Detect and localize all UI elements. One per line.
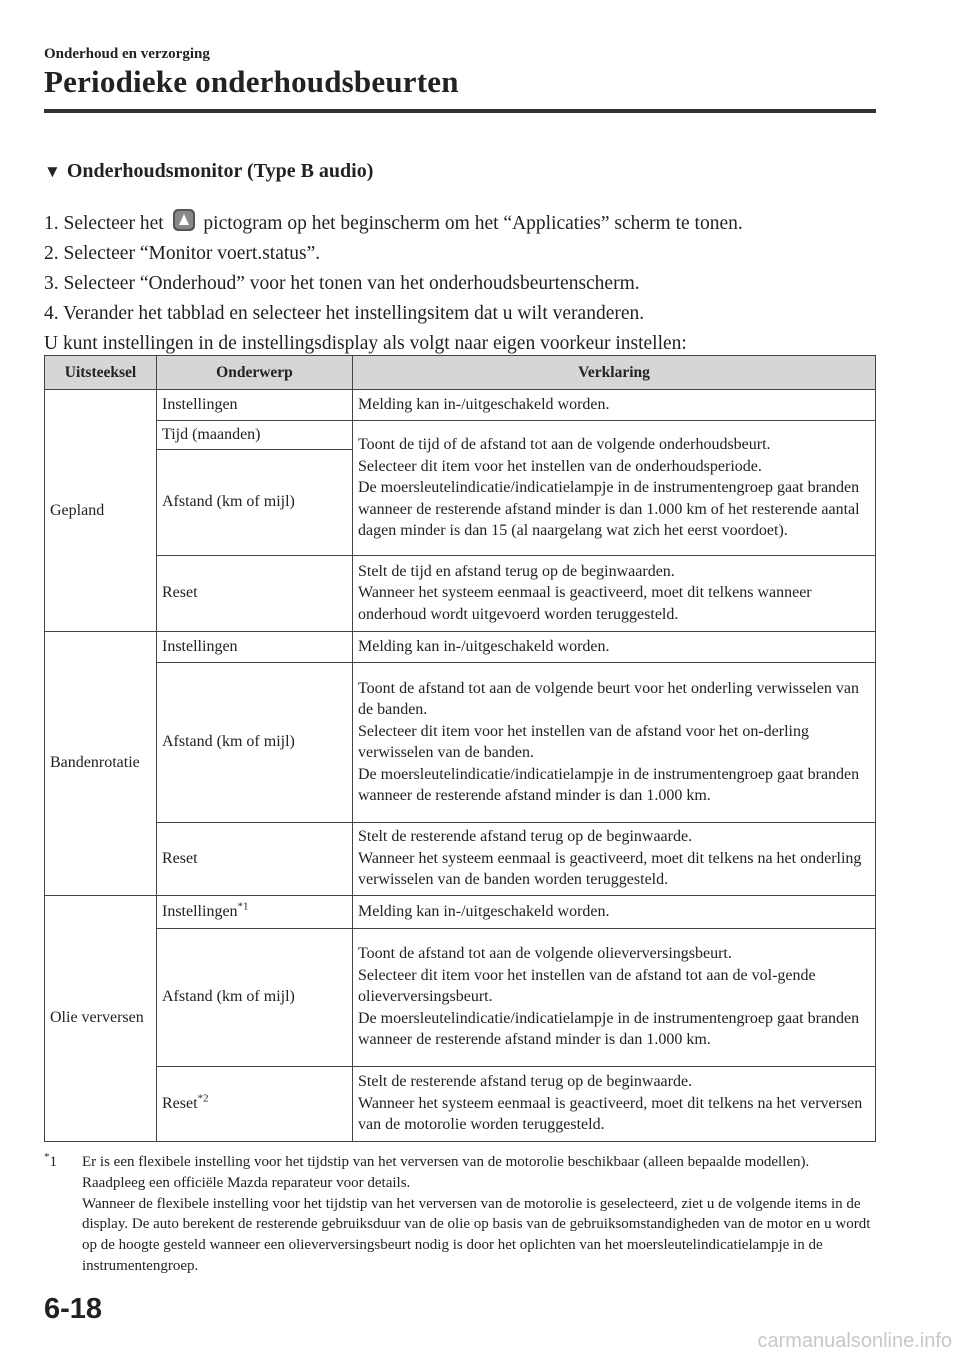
table-row: [45, 662, 876, 822]
table-row: [45, 390, 876, 421]
table-row: [45, 928, 876, 1066]
category-gepland: Gepland: [45, 390, 157, 632]
topic-text: Reset: [162, 1094, 198, 1112]
footnote-marker: [44, 1152, 82, 1173]
instruction-steps: [44, 207, 884, 359]
category-olie-verversen: Olie verversen: [45, 895, 157, 1141]
table-row: [45, 421, 876, 450]
page-title: Periodieke onderhoudsbeurten: [44, 64, 459, 99]
topic-cell: Afstand (km of mijl): [157, 928, 353, 1066]
footnote-text: Er is een flexibele instelling voor het tijdstip van het verversen van de motorolie beschikbaar (alleen bepaalde modellen). Raadpleeg een officiële Mazda reparateur voor details.: [82, 1154, 810, 1191]
topic-cell: Tijd (maanden): [157, 421, 353, 450]
topic-cell: Instellingen: [157, 390, 353, 421]
explanation-cell: Toont de tijd of de afstand tot aan de volgende onderhoudsbeurt. Selecteer dit item voor het instellen van de onderhoudsperiode. De moersleutelindicatie/indicatielampje in de instrumentengroep gaat branden wanneer de resterende afstand minder is dan 1.000 km of het resterende aantal dagen minder is dan 15 (al naargelang wat zich het eerst voordoet).: [353, 421, 876, 556]
page-number: 6-18: [44, 1293, 103, 1325]
topic-text: Instellingen: [162, 902, 238, 920]
section-label: Onderhoud en verzorging: [44, 46, 210, 62]
step-1: [44, 207, 884, 239]
step-4: 4. Verander het tabblad en selecteer het instellingsitem dat u wilt veranderen.: [44, 303, 645, 324]
explanation-cell: Stelt de tijd en afstand terug op de beginwaarden. Wanneer het systeem eenmaal is geactiveerd, moet dit telkens wanneer onderhoud wordt uitgevoerd worden teruggesteld.: [353, 555, 876, 631]
step-3: 3. Selecteer “Onderhoud” voor het tonen van het onderhoudsbeurtenscherm.: [44, 273, 640, 294]
table-row: [45, 822, 876, 895]
table-row: [45, 1066, 876, 1141]
table-header-row: [45, 356, 876, 390]
header-verklaring: Verklaring: [353, 356, 876, 390]
topic-cell: Reset: [157, 555, 353, 631]
explanation-cell: Melding kan in-/uitgeschakeld worden.: [353, 390, 876, 421]
footnote-star: *: [44, 1151, 50, 1163]
topic-cell: Reset: [157, 822, 353, 895]
topic-cell: Afstand (km of mijl): [157, 449, 353, 555]
explanation-cell: Stelt de resterende afstand terug op de beginwaarde. Wanneer het systeem eenmaal is geactiveerd, moet dit telkens na het verversen van de motorolie worden teruggesteld.: [353, 1066, 876, 1141]
step-1-text-a: 1. Selecteer het: [44, 213, 164, 234]
table-row: [45, 631, 876, 662]
footnote-ref-2: *2: [197, 1092, 209, 1105]
footnote-text-2: Wanneer de flexibele instelling voor het tijdstip van het verversen van de motorolie is geselecteerd, ziet u de volgende items in de display. De auto berekent de resterende gebruiksduur van de olie op basis van de gebruiksomstandigheden van de motor en u wordt op de hoogte gesteld wanneer een olieverversingsbeurt nodig is door het oplichten van het moersleutelindicatielampje in de instrumentengroep.: [82, 1195, 871, 1274]
topic-cell: [157, 1066, 353, 1141]
intro-text: U kunt instellingen in de instellingsdisplay als volgt naar eigen voorkeur instellen:: [44, 333, 687, 354]
explanation-cell: Melding kan in-/uitgeschakeld worden.: [353, 631, 876, 662]
header-onderwerp: Onderwerp: [157, 356, 353, 390]
explanation-cell: Stelt de resterende afstand terug op de beginwaarde. Wanneer het systeem eenmaal is geactiveerd, moet dit telkens na het onderling verwisselen van de banden worden teruggesteld.: [353, 822, 876, 895]
explanation-cell: Toont de afstand tot aan de volgende beurt voor het onderling verwisselen van de banden. Selecteer dit item voor het instellen van de afstand voor het on-derling verwisselen van de banden. De moersleutelindicatie/indicatielampje in de instrumentengroep gaat branden wanneer de resterende afstand minder is dan 1.000 km.: [353, 662, 876, 822]
section-heading: [44, 160, 373, 183]
footnote-ref-1: *1: [237, 900, 249, 913]
topic-cell: Instellingen: [157, 631, 353, 662]
triangle-marker-icon: ▼: [44, 162, 61, 181]
header-uitsteeksel: Uitsteeksel: [45, 356, 157, 390]
step-1-text-b: pictogram op het beginscherm om het “Applicaties” scherm te tonen.: [203, 213, 743, 234]
explanation-cell: Toont de afstand tot aan de volgende olieverversingsbeurt. Selecteer dit item voor het instellen van de afstand tot aan de vol-gende olieverversingsbeurt. De moersleutelindicatie/indicatielampje in de instrumentengroep gaat branden wanneer de resterende afstand minder is dan 1.000 km.: [353, 928, 876, 1066]
table-row: [45, 555, 876, 631]
table-row: [45, 895, 876, 928]
section-heading-text: Onderhoudsmonitor (Type B audio): [66, 160, 374, 182]
watermark: carmanualsonline.info: [757, 1330, 952, 1352]
title-divider: [44, 109, 876, 113]
footnote-number: 1: [49, 1154, 57, 1170]
explanation-cell: Melding kan in-/uitgeschakeld worden.: [353, 895, 876, 928]
settings-table: [44, 355, 876, 1142]
topic-cell: [157, 895, 353, 928]
topic-cell: Afstand (km of mijl): [157, 662, 353, 822]
category-bandenrotatie: Bandenrotatie: [45, 631, 157, 895]
footnote: [44, 1152, 876, 1277]
applications-icon: [171, 207, 197, 233]
step-2: 2. Selecteer “Monitor voert.status”.: [44, 243, 321, 264]
